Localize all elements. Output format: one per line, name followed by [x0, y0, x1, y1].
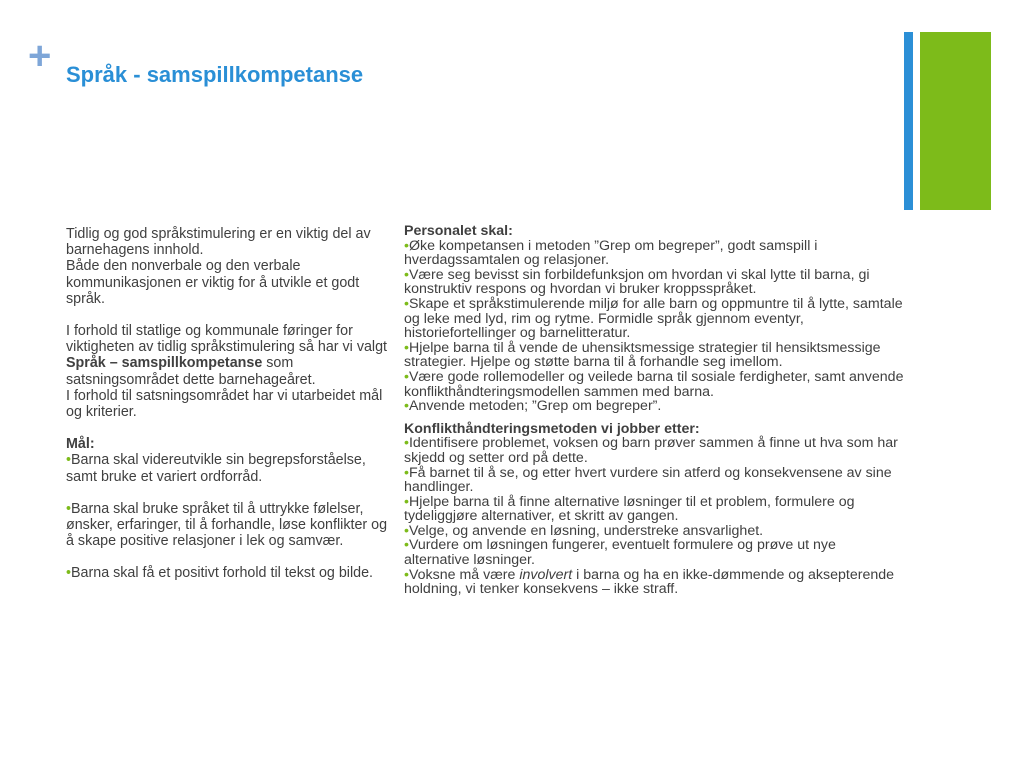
- right-column: [404, 224, 904, 597]
- bullet-icon: •: [404, 339, 409, 356]
- goal-item: •Barna skal få et positivt forhold til tekst og bilde.: [66, 565, 373, 582]
- goals-heading: Mål:: [66, 436, 95, 453]
- staff-heading: Personalet skal:: [404, 223, 513, 239]
- bullet-icon: •: [404, 237, 409, 254]
- staff-item: •Være gode rollemodeller og veilede barna til sosiale ferdigheter, samt anvende konflikthåndteringsmodellen sammen med barna.: [404, 368, 904, 400]
- staff-item: •Anvende metoden; ”Grep om begreper”.: [404, 398, 662, 415]
- conflict-item: •Vurdere om løsningen fungerer, eventuelt formulere og prøve ut nye alternative løsninger.: [404, 537, 836, 569]
- goals-intro: I forhold til satsningsområdet har vi utarbeidet mål og kriterier.: [66, 387, 383, 421]
- slide-title: Språk - samspillkompetanse: [66, 62, 364, 87]
- bullet-icon: •: [404, 398, 409, 415]
- bullet-icon: •: [404, 266, 409, 283]
- staff-item: •Øke kompetansen i metoden ”Grep om begreper”, godt samspill i hverdagssamtalen og relasjoner.: [404, 237, 818, 269]
- focus-area-bold: Språk – samspillkompetanse: [66, 355, 263, 372]
- staff-item: •Skape et språkstimulerende miljø for alle barn og oppmuntre til å lytte, samtale og leke med lyd, rim og rytme. Formidle språk gjennom eventyr, historiefortellinger og barnelitteratur.: [404, 295, 903, 342]
- conflict-item: •Velge, og anvende en løsning, understreke ansvarlighet.: [404, 522, 764, 539]
- bullet-icon: •: [404, 295, 409, 312]
- focus-text-pre: I forhold til statlige og kommunale føringer for viktigheten av tidlig språkstimulering så har vi valgt: [66, 323, 388, 356]
- bullet-icon: •: [404, 522, 409, 539]
- intro-text-2: Både den nonverbale og den verbale kommunikasjonen er viktig for å utvikle et godt språk.: [66, 258, 360, 307]
- intro-text-1: Tidlig og god språkstimulering er en viktig del av barnehagens innhold.: [66, 226, 371, 259]
- focus-paragraph: [66, 323, 388, 388]
- bullet-icon: •: [404, 368, 409, 385]
- conflict-heading: Konflikthåndteringsmetoden vi jobber etter:: [404, 420, 700, 437]
- bullet-icon: •: [404, 566, 409, 583]
- goal-item: •Barna skal videreutvikle sin begrepsforståelse, samt bruke et variert ordforråd.: [66, 452, 366, 485]
- conflict-item: •Hjelpe barna til å finne alternative løsninger til et problem, formulere og tydeliggjøre alternativer, et skritt av gangen.: [404, 493, 855, 525]
- involved-italic: involvert: [519, 566, 573, 583]
- bullet-icon: •: [404, 464, 409, 481]
- bullet-icon: •: [404, 435, 409, 452]
- conflict-item-last: •Voksne må være involvert i barna og ha en ikke-dømmende og aksepterende holdning, vi tenker konsekvens – ikke straff.: [404, 566, 895, 598]
- focus-text-post: som satsningsområdet dette barnehageåret.: [66, 355, 316, 388]
- accent-bar-blue: [904, 32, 913, 210]
- bullet-icon: •: [66, 452, 72, 469]
- staff-item: •Være seg bevisst sin forbildefunksjon om hvordan vi skal lytte til barna, gi konstruktiv respons og hvordan vi bruker kroppsspråket.: [404, 266, 870, 298]
- staff-item: •Hjelpe barna til å vende de uhensiktsmessige strategier til hensiktsmessige strategier. Hjelpe og støtte barna til å forhandle seg imellom.: [404, 339, 881, 371]
- accent-bar-green: [920, 32, 991, 210]
- bullet-icon: •: [404, 537, 409, 554]
- goal-item: •Barna skal bruke språket til å uttrykke følelser, ønsker, erfaringer, til å forhandle, løse konflikter og å skape positive relasjoner i lek og samvær.: [66, 500, 388, 550]
- bullet-icon: •: [66, 500, 72, 517]
- conflict-item: •Få barnet til å se, og etter hvert vurdere sin atferd og konsekvensene av sine handlinger.: [404, 464, 892, 496]
- bullet-icon: •: [66, 565, 72, 582]
- left-column: [66, 226, 388, 582]
- bullet-icon: •: [404, 493, 409, 510]
- plus-icon: +: [28, 34, 52, 78]
- conflict-item: •Identifisere problemet, voksen og barn prøver sammen å finne ut hva som har skjedd og setter ord på dette.: [404, 435, 898, 466]
